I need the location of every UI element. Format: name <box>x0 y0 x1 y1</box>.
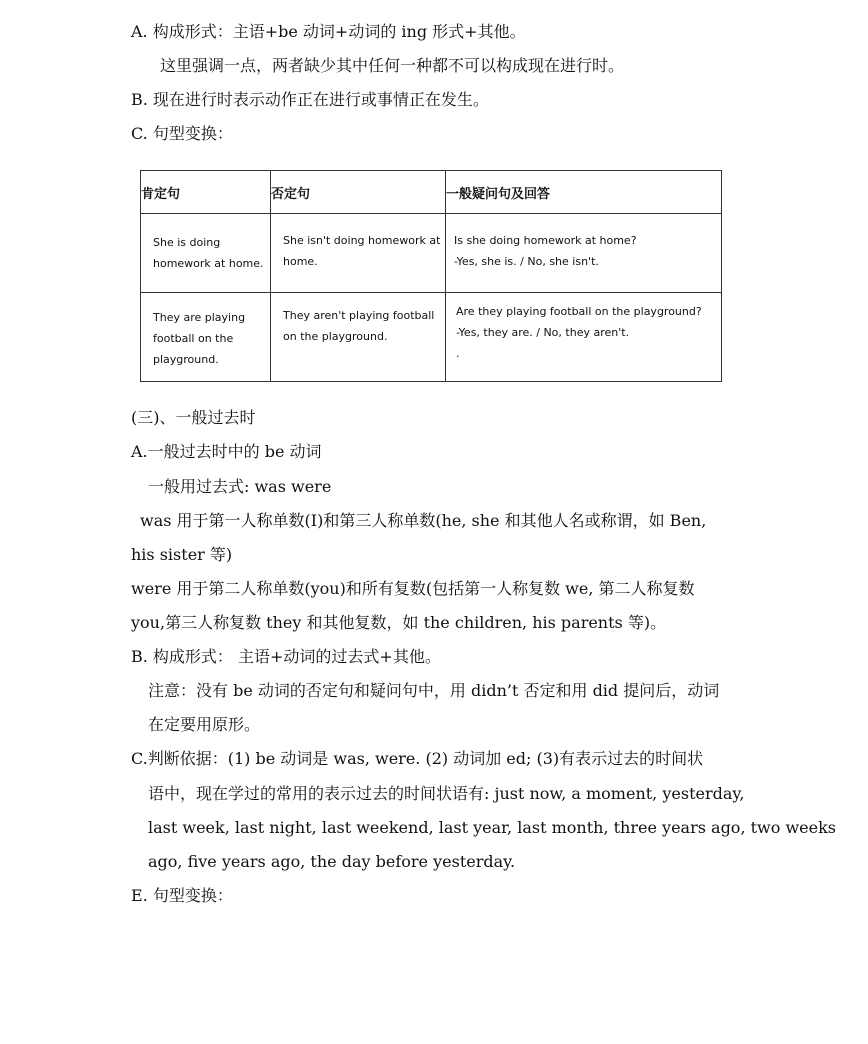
table-header-row <box>141 171 722 214</box>
header-question: 一般疑问句及回答 <box>446 171 722 214</box>
header-affirmative: 肯定句 <box>141 171 271 214</box>
cell-text: homework at home. <box>153 257 264 270</box>
cell-text: Are they playing football on the playground? <box>456 305 702 318</box>
text-line-a-be-verb: A.一般过去时中的 be 动词 <box>131 442 322 461</box>
cell-text: They aren't playing football <box>283 309 435 322</box>
text-line-note-did-cont: 在定要用原形。 <box>148 715 261 734</box>
cell-text: She is doing <box>153 236 221 249</box>
text-line-a-form: A. 构成形式：主语+be 动词+动词的 ing 形式+其他。 <box>131 22 526 41</box>
cell-negative <box>271 214 446 293</box>
cell-affirmative <box>141 214 271 293</box>
cell-negative <box>271 293 446 382</box>
cell-text: She isn't doing homework at <box>283 234 441 247</box>
sentence-transform-table <box>140 170 722 382</box>
cell-text: football on the <box>153 332 234 345</box>
text-line-was-usage: was 用于第一人称单数(I)和第三人称单数(he, she 和其他人名或称谓，如 Ben, <box>140 511 707 530</box>
text-line-was-usage-cont: his sister 等) <box>131 545 233 564</box>
cell-text: playground. <box>153 353 219 366</box>
cell-text: on the playground. <box>283 330 388 343</box>
text-line-c-criteria: C.判断依据：(1) be 动词是 was, were. (2) 动词加 ed; (3)有表示过去的时间状 <box>131 749 704 768</box>
cell-text: Is she doing homework at home? <box>454 234 637 247</box>
table-row <box>141 293 722 382</box>
cell-text: -Yes, she is. / No, she isn't. <box>454 255 599 268</box>
cell-question <box>446 293 722 382</box>
table-row <box>141 214 722 293</box>
text-line-note: 这里强调一点，两者缺少其中任何一种都不可以构成现在进行时。 <box>160 56 625 75</box>
cell-text: . <box>456 347 460 360</box>
text-line-past-forms: 一般用过去式: was were <box>148 477 332 496</box>
text-line-c-transform: C. 句型变换： <box>131 124 233 143</box>
text-line-c-criteria-4: ago, five years ago, the day before yesterday. <box>148 852 516 871</box>
cell-text: They are playing <box>153 311 246 324</box>
cell-affirmative <box>141 293 271 382</box>
section-heading-past-tense: (三)、一般过去时 <box>131 408 256 427</box>
text-line-b-meaning: B. 现在进行时表示动作正在进行或事情正在发生。 <box>131 90 489 109</box>
cell-text: home. <box>283 255 318 268</box>
text-line-b-past-form: B. 构成形式： 主语+动词的过去式+其他。 <box>131 647 441 666</box>
text-line-were-usage-cont: you,第三人称复数 they 和其他复数，如 the children, his parents 等)。 <box>131 613 667 632</box>
cell-question <box>446 214 722 293</box>
text-line-were-usage: were 用于第二人称单数(you)和所有复数(包括第一人称复数 we, 第二人称复数 <box>131 579 695 598</box>
header-negative: 否定句 <box>271 171 446 214</box>
text-line-note-did: 注意：没有 be 动词的否定句和疑问句中，用 didn’t 否定和用 did 提问后，动词 <box>148 681 720 700</box>
text-line-c-criteria-3: last week, last night, last weekend, last year, last month, three years ago, two weeks <box>148 818 836 837</box>
text-line-c-criteria-2: 语中，现在学过的常用的表示过去的时间状语有: just now, a moment, yesterday, <box>148 784 745 803</box>
text-line-e-transform: E. 句型变换： <box>131 886 233 905</box>
cell-text: -Yes, they are. / No, they aren't. <box>456 326 630 339</box>
